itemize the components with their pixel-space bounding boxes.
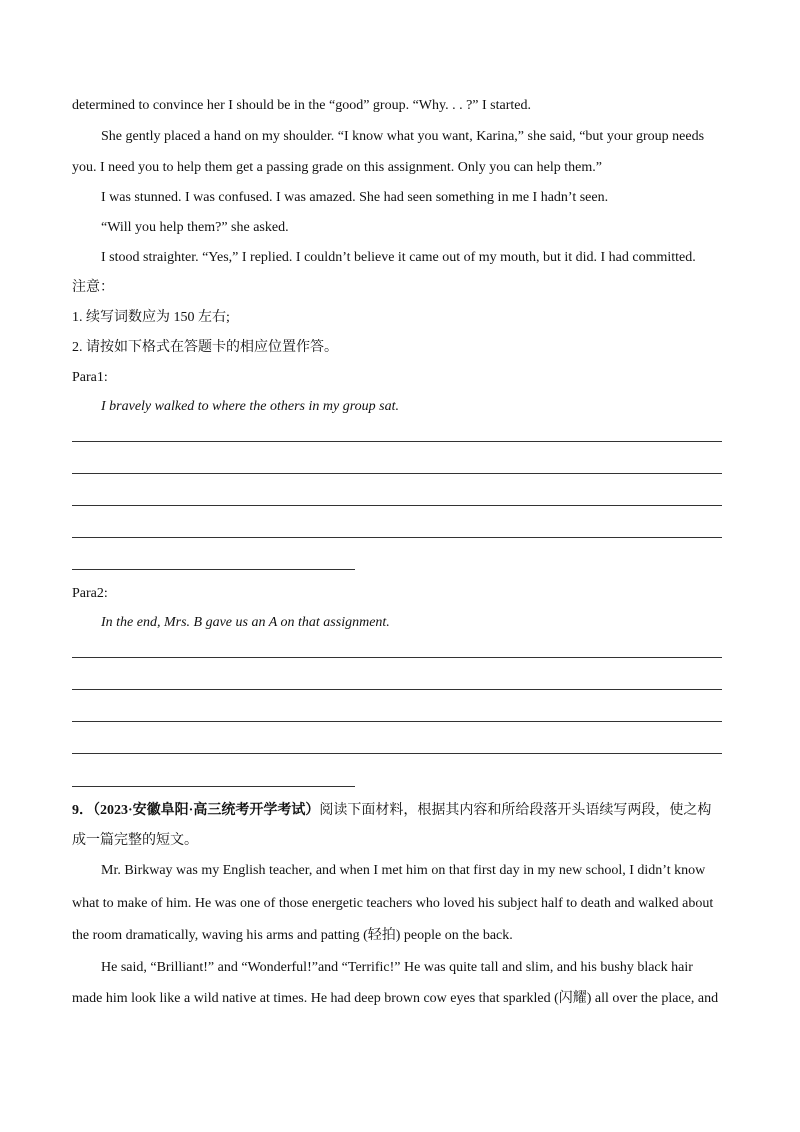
question-p1-line-1: Mr. Birkway was my English teacher, and when I met him on that first day in my new school, I didn’t know — [101, 863, 706, 878]
notes-heading: 注意： — [72, 280, 114, 295]
para1-answer-line-3 — [72, 505, 722, 506]
notes-item-1: 1. 续写词数应为 150 左右; — [72, 310, 230, 325]
para1-answer-line-2 — [72, 473, 722, 474]
para2-answer-line-5 — [72, 786, 355, 787]
para2-answer-line-2 — [72, 689, 722, 690]
para1-label: Para1: — [72, 370, 108, 385]
question-instruction: 阅读下面材料，根据其内容和所给段落开头语续写两段，使之构 — [319, 803, 712, 818]
para2-answer-line-3 — [72, 721, 722, 722]
question-p1-line-2: what to make of him. He was one of those energetic teachers who loved his subject half to death and walked about — [72, 896, 714, 911]
para2-label: Para2: — [72, 586, 108, 601]
continuation-p3: I was stunned. I was confused. I was amazed. She had seen something in me I hadn’t seen. — [101, 190, 609, 205]
continuation-p2-line-2: you. I need you to help them get a passing grade on this assignment. Only you can help them.” — [72, 160, 602, 175]
question-instruction-line-2: 成一篇完整的短文。 — [72, 833, 198, 848]
question-p2-line-2: made him look like a wild native at times. He had deep brown cow eyes that sparkled (闪耀) all over the place, and — [72, 991, 719, 1006]
para2-prompt: In the end, Mrs. B gave us an A on that assignment. — [101, 615, 390, 630]
continuation-p5: I stood straighter. “Yes,” I replied. I couldn’t believe it came out of my mouth, but it did. I had committed. — [101, 250, 696, 265]
continuation-p4: “Will you help them?” she asked. — [101, 220, 289, 235]
question-9-header — [72, 802, 728, 820]
para2-answer-line-4 — [72, 753, 722, 754]
question-p2-line-1: He said, “Brilliant!” and “Wonderful!”and “Terrific!” He was quite tall and slim, and his bushy black hair — [101, 960, 693, 975]
continuation-p2-line-1: She gently placed a hand on my shoulder. “I know what you want, Karina,” she said, “but your group needs — [101, 129, 705, 144]
question-p1-line-3: the room dramatically, waving his arms and patting (轻拍) people on the back. — [72, 928, 513, 943]
para2-answer-line-1 — [72, 657, 722, 658]
question-number: 9． — [72, 803, 93, 818]
para1-answer-line-4 — [72, 537, 722, 538]
question-source: （2023·安徽阜阳·高三统考开学考试） — [93, 803, 320, 818]
continuation-line-1: determined to convince her I should be in the “good” group. “Why. . . ?” I started. — [72, 98, 531, 113]
para1-answer-line-1 — [72, 441, 722, 442]
para1-prompt: I bravely walked to where the others in my group sat. — [101, 399, 399, 414]
notes-item-2: 2. 请按如下格式在答题卡的相应位置作答。 — [72, 340, 338, 355]
para1-answer-line-5 — [72, 569, 355, 570]
